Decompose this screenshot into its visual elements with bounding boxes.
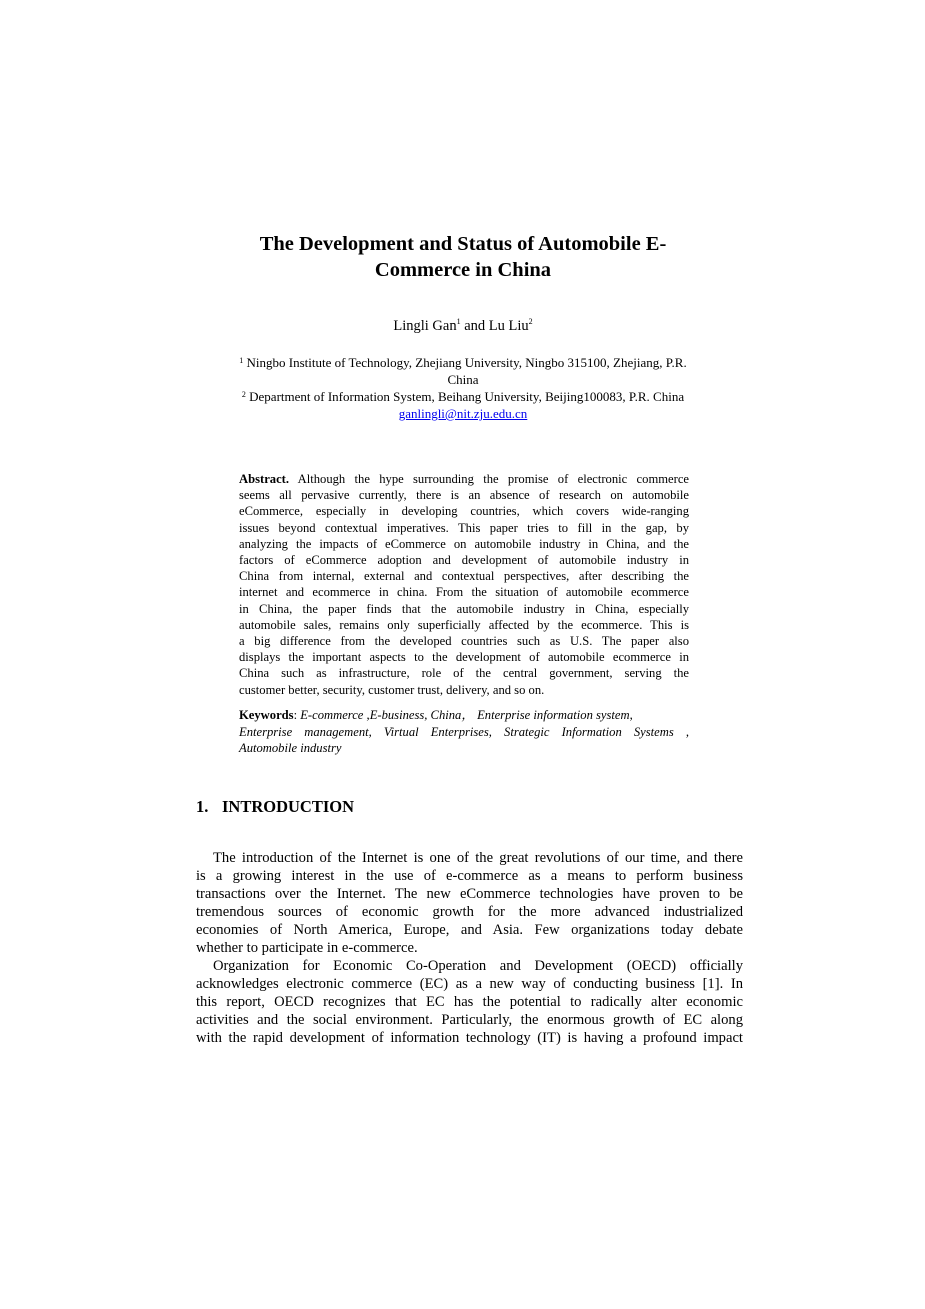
- keywords-label: Keywords: [239, 708, 294, 722]
- abstract-line: China such as infrastructure, role of the central government, serving the: [239, 666, 689, 681]
- keywords-line: Enterprise management, Virtual Enterprises, Strategic Information Systems ,: [239, 724, 689, 739]
- body-line: with the rapid development of information technology (IT) is having a profound impact: [196, 1030, 743, 1046]
- body-line: Organization for Economic Co-Operation and Development (OECD) officially: [213, 958, 743, 974]
- abstract-line: displays the important aspects to the development of automobile ecommerce in: [239, 650, 689, 665]
- abstract-body: [239, 487, 689, 698]
- email-link[interactable]: ganlingli@nit.zju.edu.cn: [398, 406, 528, 421]
- author-connector: and: [460, 318, 489, 334]
- keywords-line: Automobile industry: [239, 741, 342, 756]
- title-line: Commerce in China: [374, 259, 552, 281]
- body-line: acknowledges electronic commerce (EC) as a new way of conducting business [1]. In: [196, 976, 743, 992]
- affiliations: [150, 354, 776, 422]
- author-name: Lingli Gan: [393, 318, 457, 334]
- affiliation-text: Department of Information System, Beihang University, Beijing100083, P.R. China: [245, 389, 685, 404]
- keywords-body: [239, 724, 689, 757]
- body-line: activities and the social environment. Particularly, the enormous growth of EC along: [196, 1012, 743, 1028]
- abstract-line: seems all pervasive currently, there is an absence of research on automobile: [239, 488, 689, 503]
- keywords-line: [239, 707, 689, 724]
- body-line: is a growing interest in the use of e-commerce as a means to perform business: [196, 868, 743, 884]
- affiliation-mark: 2: [241, 390, 246, 399]
- affiliation-1-continued: China: [447, 372, 479, 387]
- affiliation-mark: 1: [239, 356, 244, 365]
- abstract: [239, 471, 689, 698]
- abstract-line: internet and ecommerce in china. From the situation of automobile ecommerce: [239, 585, 689, 600]
- keywords: [239, 707, 689, 757]
- body-line: The introduction of the Internet is one of the great revolutions of our time, and there: [213, 850, 743, 866]
- abstract-line: customer better, security, customer trust, delivery, and so on.: [239, 682, 545, 697]
- abstract-line: analyzing the impacts of eCommerce on automobile industry in China, and the: [239, 536, 689, 551]
- affiliation-1: [150, 354, 776, 371]
- body-line: this report, OECD recognizes that EC has the potential to radically alter economic: [196, 994, 743, 1010]
- abstract-line: a big difference from the developed countries such as U.S. The paper also: [239, 634, 689, 649]
- paragraph-2: [196, 957, 743, 1047]
- abstract-line: eCommerce, especially in developing countries, which covers wide-ranging: [239, 504, 689, 519]
- author-name: Lu Liu: [488, 318, 529, 334]
- author-affiliation-mark: 2: [528, 317, 533, 326]
- affiliation-text: Ningbo Institute of Technology, Zhejiang University, Ningbo 315100, Zhejiang, P.R.: [243, 355, 687, 370]
- keywords-separator: :: [293, 708, 301, 722]
- paragraph-1: [196, 849, 743, 957]
- body-line: tremendous sources of economic growth for the more advanced industrialized: [196, 904, 743, 920]
- abstract-text: Although the hype surrounding the promise of electronic commerce: [289, 472, 689, 486]
- section-number: 1.: [196, 797, 209, 816]
- abstract-line: in China, the paper finds that the automobile industry in China, especially: [239, 601, 689, 616]
- abstract-line: automobile sales, remains only superficially affected by the ecommerce. This is: [239, 617, 689, 632]
- section-heading: [196, 797, 354, 817]
- abstract-line: factors of eCommerce adoption and development of automobile industry in: [239, 553, 689, 568]
- body-line: transactions over the Internet. The new eCommerce technologies have proven to be: [196, 886, 743, 902]
- abstract-line: issues beyond contextual imperatives. This paper tries to fill in the gap, by: [239, 520, 689, 535]
- paper-title: [150, 231, 776, 283]
- abstract-label: Abstract.: [239, 472, 290, 486]
- abstract-line: [239, 471, 689, 487]
- affiliation-2: [150, 388, 776, 405]
- abstract-line: China from internal, external and contextual perspectives, after describing the: [239, 569, 689, 584]
- keywords-text: E-commerce ,E-business, China， Enterprise information system,: [300, 708, 633, 722]
- body-line: whether to participate in e-commerce.: [196, 940, 418, 956]
- title-line: The Development and Status of Automobile E-: [259, 233, 667, 255]
- body-line: economies of North America, Europe, and Asia. Few organizations today debate: [196, 922, 743, 938]
- author-list: [150, 318, 776, 335]
- section-title: INTRODUCTION: [222, 797, 355, 816]
- author-affiliation-mark: 1: [456, 317, 461, 326]
